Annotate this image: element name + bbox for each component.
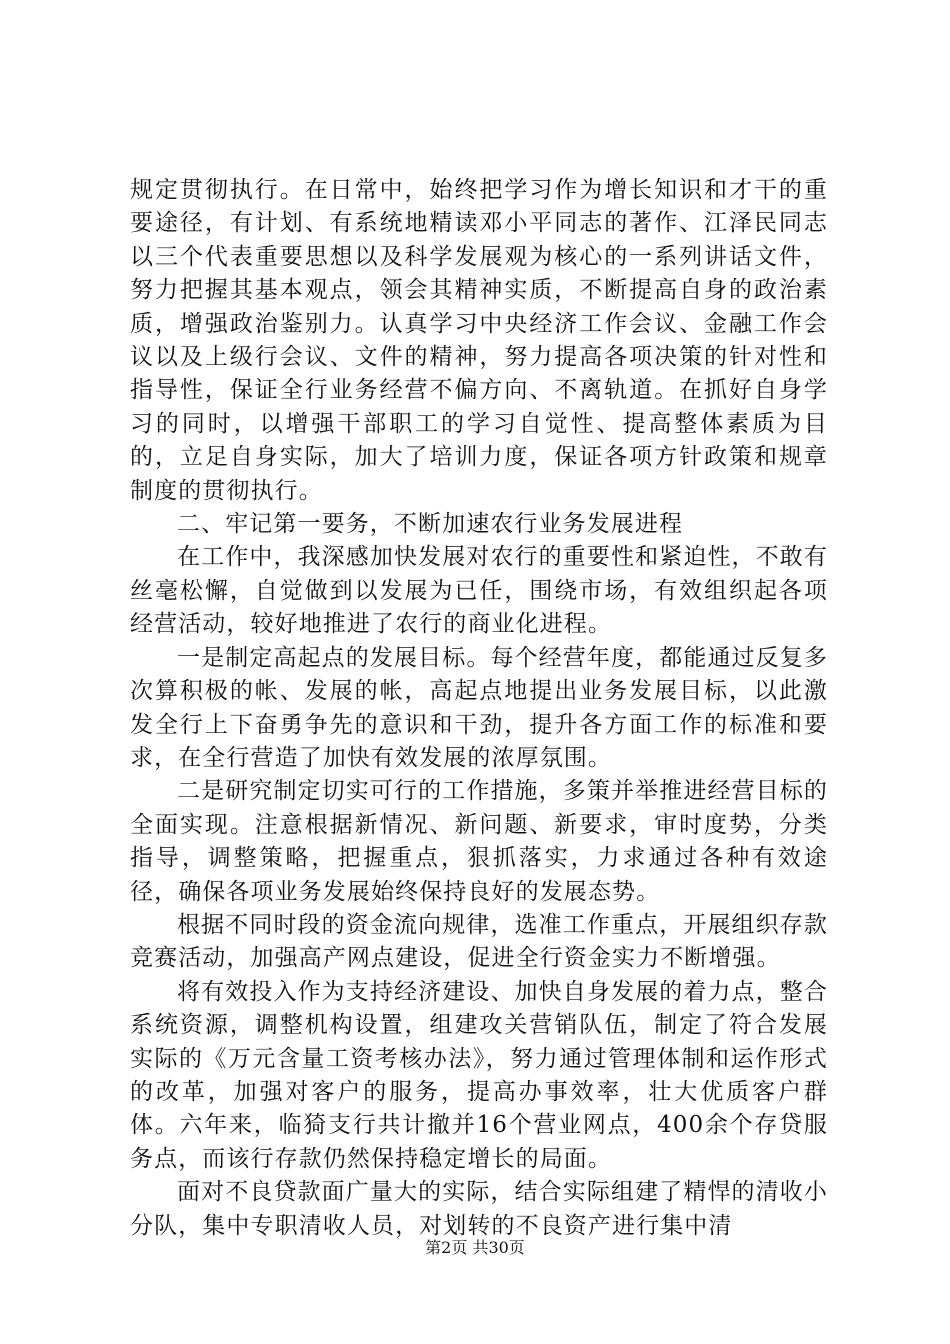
paragraph: 根据不同时段的资金流向规律，选准工作重点，开展组织存款竞赛活动，加强高产网点建设，促进全行资金实力不断增强。 [130,911,828,972]
section-heading: 二、牢记第一要务，不断加速农行业务发展进程 [177,511,684,538]
paragraph: 将有效投入作为支持经济建设、加快自身发展的着力点，整合系统资源，调整机构设置，组建攻关营销队伍，制定了符合发展实际的《万元含量工资考核办法》，努力通过管理体制和运作形式的改革，加强对客户的服务，提高办事效率，壮大优质客户群体。六年来，临猗支行共计撤并16个营业网点，400余个存贷服务点，而该行存款仍然保持稳定增长的局面。 [130,978,828,1172]
paragraph-continuation: 规定贯彻执行。在日常中，始终把学习作为增长知识和才干的重要途径，有计划、有系统地精读邓小平同志的著作、江泽民同志以三个代表重要思想以及科学发展观为核心的一系列讲话文件，努力把握其基本观点，领会其精神实质，不断提高自身的政治素质，增强政治鉴别力。认真学习中央经济工作会议、金融工作会议以及上级行会议、文件的精神，努力提高各项决策的针对性和指导性，保证全行业务经营不偏方向、不离轨道。在抓好自身学习的同时，以增强干部职工的学习自觉性、提高整体素质为目的，立足自身实际，加大了培训力度，保证各项方针政策和规章制度的贯彻执行。 [130,177,828,504]
paragraph: 面对不良贷款面广量大的实际，结合实际组建了精悍的清收小分队，集中专职清收人员，对划转的不良资产进行集中清 [130,1179,828,1239]
paragraph: 一是制定高起点的发展目标。每个经营年度，都能通过反复多次算积极的帐、发展的帐，高起点地提出业务发展目标，以此激发全行上下奋勇争先的意识和干劲，提升各方面工作的标准和要求，在全行营造了加快有效发展的浓厚氛围。 [130,644,828,771]
paragraph: 二是研究制定切实可行的工作措施，多策并举推进经营目标的全面实现。注意根据新情况、新问题、新要求，审时度势，分类指导，调整策略，把握重点，狠抓落实，力求通过各种有效途径，确保各项业务发展始终保持良好的发展态势。 [130,778,828,905]
page-footer: 第2页 共30页 [425,1238,525,1257]
paragraph: 在工作中，我深感加快发展对农行的重要性和紧迫性，不敢有丝毫松懈，自觉做到以发展为已任，围绕市场，有效组织起各项经营活动，较好地推进了农行的商业化进程。 [130,544,828,638]
document-body [130,174,828,1243]
